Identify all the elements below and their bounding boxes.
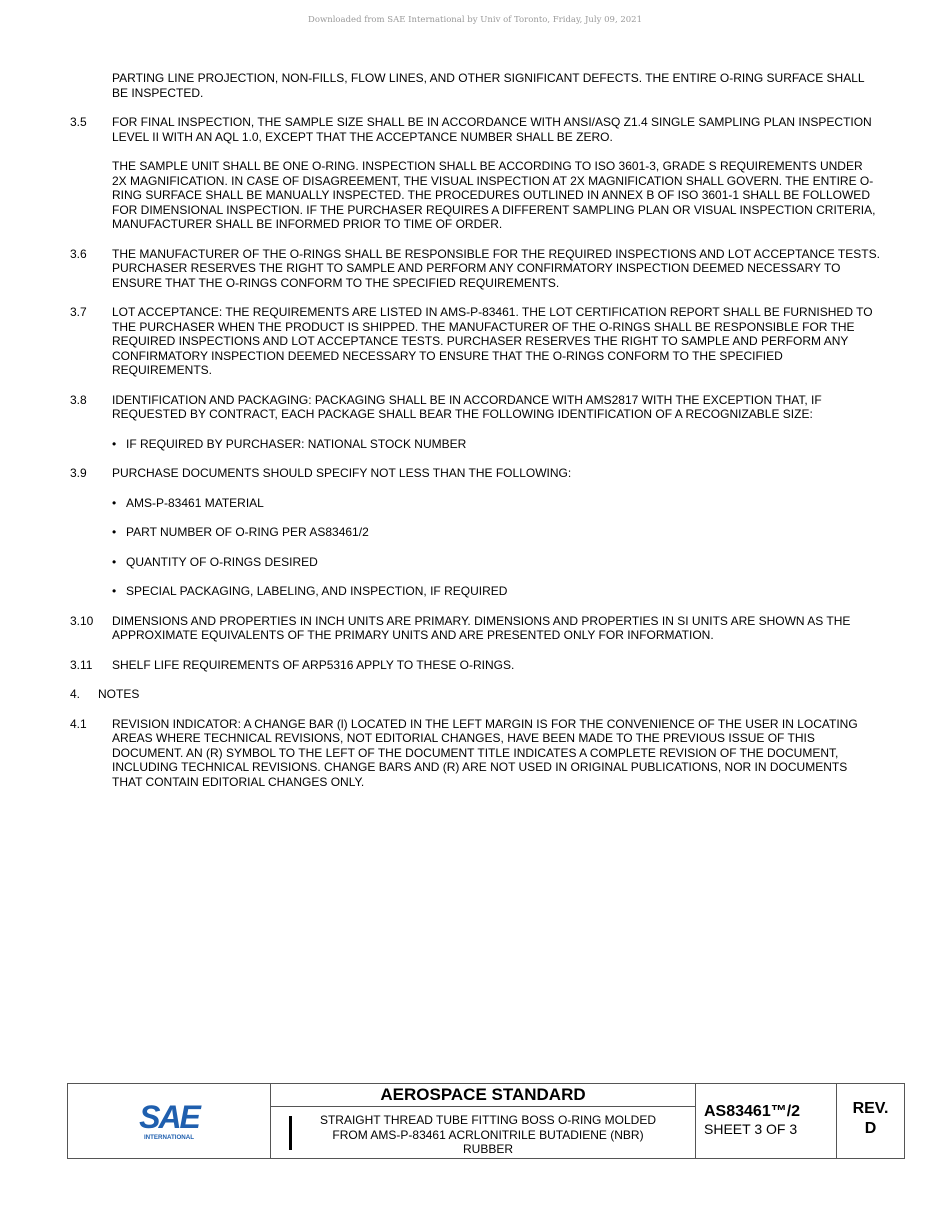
- logo-subtitle: INTERNATIONAL: [143, 1134, 195, 1141]
- sae-logo-icon: [134, 1099, 204, 1143]
- section-3-5-paragraph-2: THE SAMPLE UNIT SHALL BE ONE O-RING. INSPECTION SHALL BE ACCORDING TO ISO 3601-3, GRADE S REQUIREMENTS UNDER 2X MAGNIFICATION. IN CASE OF DISAGREEMENT, THE VISUAL INSPECTION AT 2X MAGNIFICATION SHALL GOVERN. THE ENTIRE O-RING SURFACE SHALL BE MANUALLY INSPECTED. THE PROCEDURES OUTLINED IN ANNEX B OF ISO 3601-1 SHALL BE FOLLOWED FOR DIMENSIONAL INSPECTION. IF THE PURCHASER REQUIRES A DIFFERENT SAMPLING PLAN OR VISUAL INSPECTION CRITERIA, MANUFACTURER SHALL BE INFORMED PRIOR TO TIME OF ORDER.: [112, 159, 876, 231]
- section-text: FOR FINAL INSPECTION, THE SAMPLE SIZE SHALL BE IN ACCORDANCE WITH ANSI/ASQ Z1.4 SINGLE SAMPLING PLAN INSPECTION LEVEL II WITH AN AQL 1.0, EXCEPT THAT THE ACCEPTANCE NUMBER SHALL BE ZERO.: [112, 115, 872, 144]
- bullet-icon: •: [112, 436, 117, 451]
- section-number: 3.6: [70, 246, 87, 261]
- change-bar: [289, 1116, 292, 1150]
- revision-label: REV.: [852, 1100, 889, 1117]
- section-number: 3.8: [70, 392, 87, 407]
- section-number: 4.1: [70, 716, 87, 731]
- section-number: 3.10: [70, 613, 94, 628]
- list-item-text: QUANTITY OF O-RINGS DESIRED: [126, 554, 318, 569]
- title-block: [67, 1083, 905, 1159]
- list-item-text: AMS-P-83461 MATERIAL: [126, 495, 264, 510]
- section-3-9: [70, 466, 880, 481]
- section-3-8: [70, 393, 880, 422]
- section-number: 3.7: [70, 305, 87, 319]
- section-text: THE MANUFACTURER OF THE O-RINGS SHALL BE RESPONSIBLE FOR THE REQUIRED INSPECTIONS AND LOT ACCEPTANCE TESTS. PURCHASER RESERVES THE RIGHT TO SAMPLE AND PERFORM ANY CONFIRMATORY INSPECTION DEEMED NECESSARY TO ENSURE THAT THE O-RINGS CONFORM TO THE SPECIFIED REQUIREMENTS.: [112, 246, 880, 290]
- section-3-11: [70, 658, 880, 673]
- section-text: DIMENSIONS AND PROPERTIES IN INCH UNITS ARE PRIMARY. DIMENSIONS AND PROPERTIES IN SI UNITS ARE SHOWN AS THE APPROXIMATE EQUIVALENTS OF THE PRIMARY UNITS AND ARE PRESENTED ONLY FOR INFORMATION.: [112, 613, 851, 642]
- section-text: IDENTIFICATION AND PACKAGING: PACKAGING SHALL BE IN ACCORDANCE WITH AMS2817 WITH THE EXCEPTION THAT, IF REQUESTED BY CONTRACT, EACH PACKAGE SHALL BEAR THE FOLLOWING IDENTIFICATION OF A RECOGNIZABLE SIZE:: [112, 392, 822, 421]
- list-item-text: PART NUMBER OF O-RING PER AS83461/2: [126, 525, 369, 539]
- standard-title: AEROSPACE STANDARD: [271, 1084, 695, 1107]
- revision-cell: [837, 1084, 904, 1158]
- bullet-icon: •: [112, 554, 117, 569]
- description-cell: [271, 1107, 695, 1158]
- section-text: PURCHASE DOCUMENTS SHOULD SPECIFY NOT LESS THAN THE FOLLOWING:: [112, 466, 572, 480]
- section-number: 4.: [70, 687, 81, 701]
- section-number: 3.5: [70, 115, 87, 129]
- list-item: [112, 437, 880, 452]
- section-text: REVISION INDICATOR: A CHANGE BAR (l) LOCATED IN THE LEFT MARGIN IS FOR THE CONVENIENCE OF THE USER IN LOCATING AREAS WHERE TECHNICAL REVISIONS, NOT EDITORIAL CHANGES, HAVE BEEN MADE TO THE PREVIOUS ISSUE OF THIS DOCUMENT. AN (R) SYMBOL TO THE LEFT OF THE DOCUMENT TITLE INDICATES A COMPLETE REVISION OF THE DOCUMENT, INCLUDING TECHNICAL REVISIONS. CHANGE BARS AND (R) ARE NOT USED IN ORIGINAL PUBLICATIONS, NOR IN DOCUMENTS THAT CONTAIN EDITORIAL CHANGES ONLY.: [112, 716, 858, 789]
- title-block-center: [271, 1084, 696, 1158]
- sheet-number: SHEET 3 OF 3: [704, 1121, 798, 1137]
- list-item: [112, 496, 880, 511]
- section-3-7: [70, 305, 880, 378]
- section-4-1: [70, 717, 880, 790]
- section-3-5: [70, 115, 880, 144]
- intro-paragraph: PARTING LINE PROJECTION, NON-FILLS, FLOW LINES, AND OTHER SIGNIFICANT DEFECTS. THE ENTIRE O-RING SURFACE SHALL BE INSPECTED.: [112, 71, 865, 100]
- bullet-icon: •: [112, 495, 117, 510]
- sae-logo: [68, 1084, 271, 1158]
- list-item-text: IF REQUIRED BY PURCHASER: NATIONAL STOCK NUMBER: [126, 436, 467, 451]
- list-item: [112, 555, 880, 570]
- document-number: AS83461™/2: [704, 1103, 801, 1120]
- logo-mark: SAE: [139, 1099, 199, 1135]
- list-item-text: SPECIAL PACKAGING, LABELING, AND INSPECTION, IF REQUIRED: [126, 584, 508, 598]
- revision-value: D: [864, 1120, 877, 1137]
- bullet-icon: •: [112, 525, 117, 539]
- section-3-10: [70, 614, 880, 643]
- download-watermark: Downloaded from SAE International by Univ of Toronto, Friday, July 09, 2021: [308, 15, 642, 25]
- document-body: [70, 71, 880, 789]
- section-3-6: [70, 247, 880, 291]
- bullet-icon: •: [112, 584, 117, 598]
- section-number: 3.11: [70, 657, 93, 672]
- document-description: STRAIGHT THREAD TUBE FITTING BOSS O-RING MOLDED FROM AMS-P-83461 ACRLONITRILE BUTADIENE (NBR) RUBBER: [319, 1113, 657, 1156]
- list-item: [112, 525, 880, 540]
- section-4-heading: [70, 687, 880, 702]
- document-id-cell: [696, 1084, 837, 1158]
- section-text: LOT ACCEPTANCE: THE REQUIREMENTS ARE LISTED IN AMS-P-83461. THE LOT CERTIFICATION REPORT SHALL BE FURNISHED TO THE PURCHASER WHEN THE PRODUCT IS SHIPPED. THE MANUFACTURER OF THE O-RINGS SHALL BE RESPONSIBLE FOR THE REQUIRED INSPECTIONS AND LOT ACCEPTANCE TESTS. PURCHASER RESERVES THE RIGHT TO SAMPLE AND PERFORM ANY CONFIRMATORY INSPECTION DEEMED NECESSARY TO ENSURE THAT THE O-RINGS CONFORM TO THE SPECIFIED REQUIREMENTS.: [112, 305, 873, 377]
- section-text: SHELF LIFE REQUIREMENTS OF ARP5316 APPLY TO THESE O-RINGS.: [112, 657, 515, 672]
- section-number: 3.9: [70, 466, 87, 480]
- list-item: [112, 584, 880, 599]
- section-title: NOTES: [98, 687, 140, 701]
